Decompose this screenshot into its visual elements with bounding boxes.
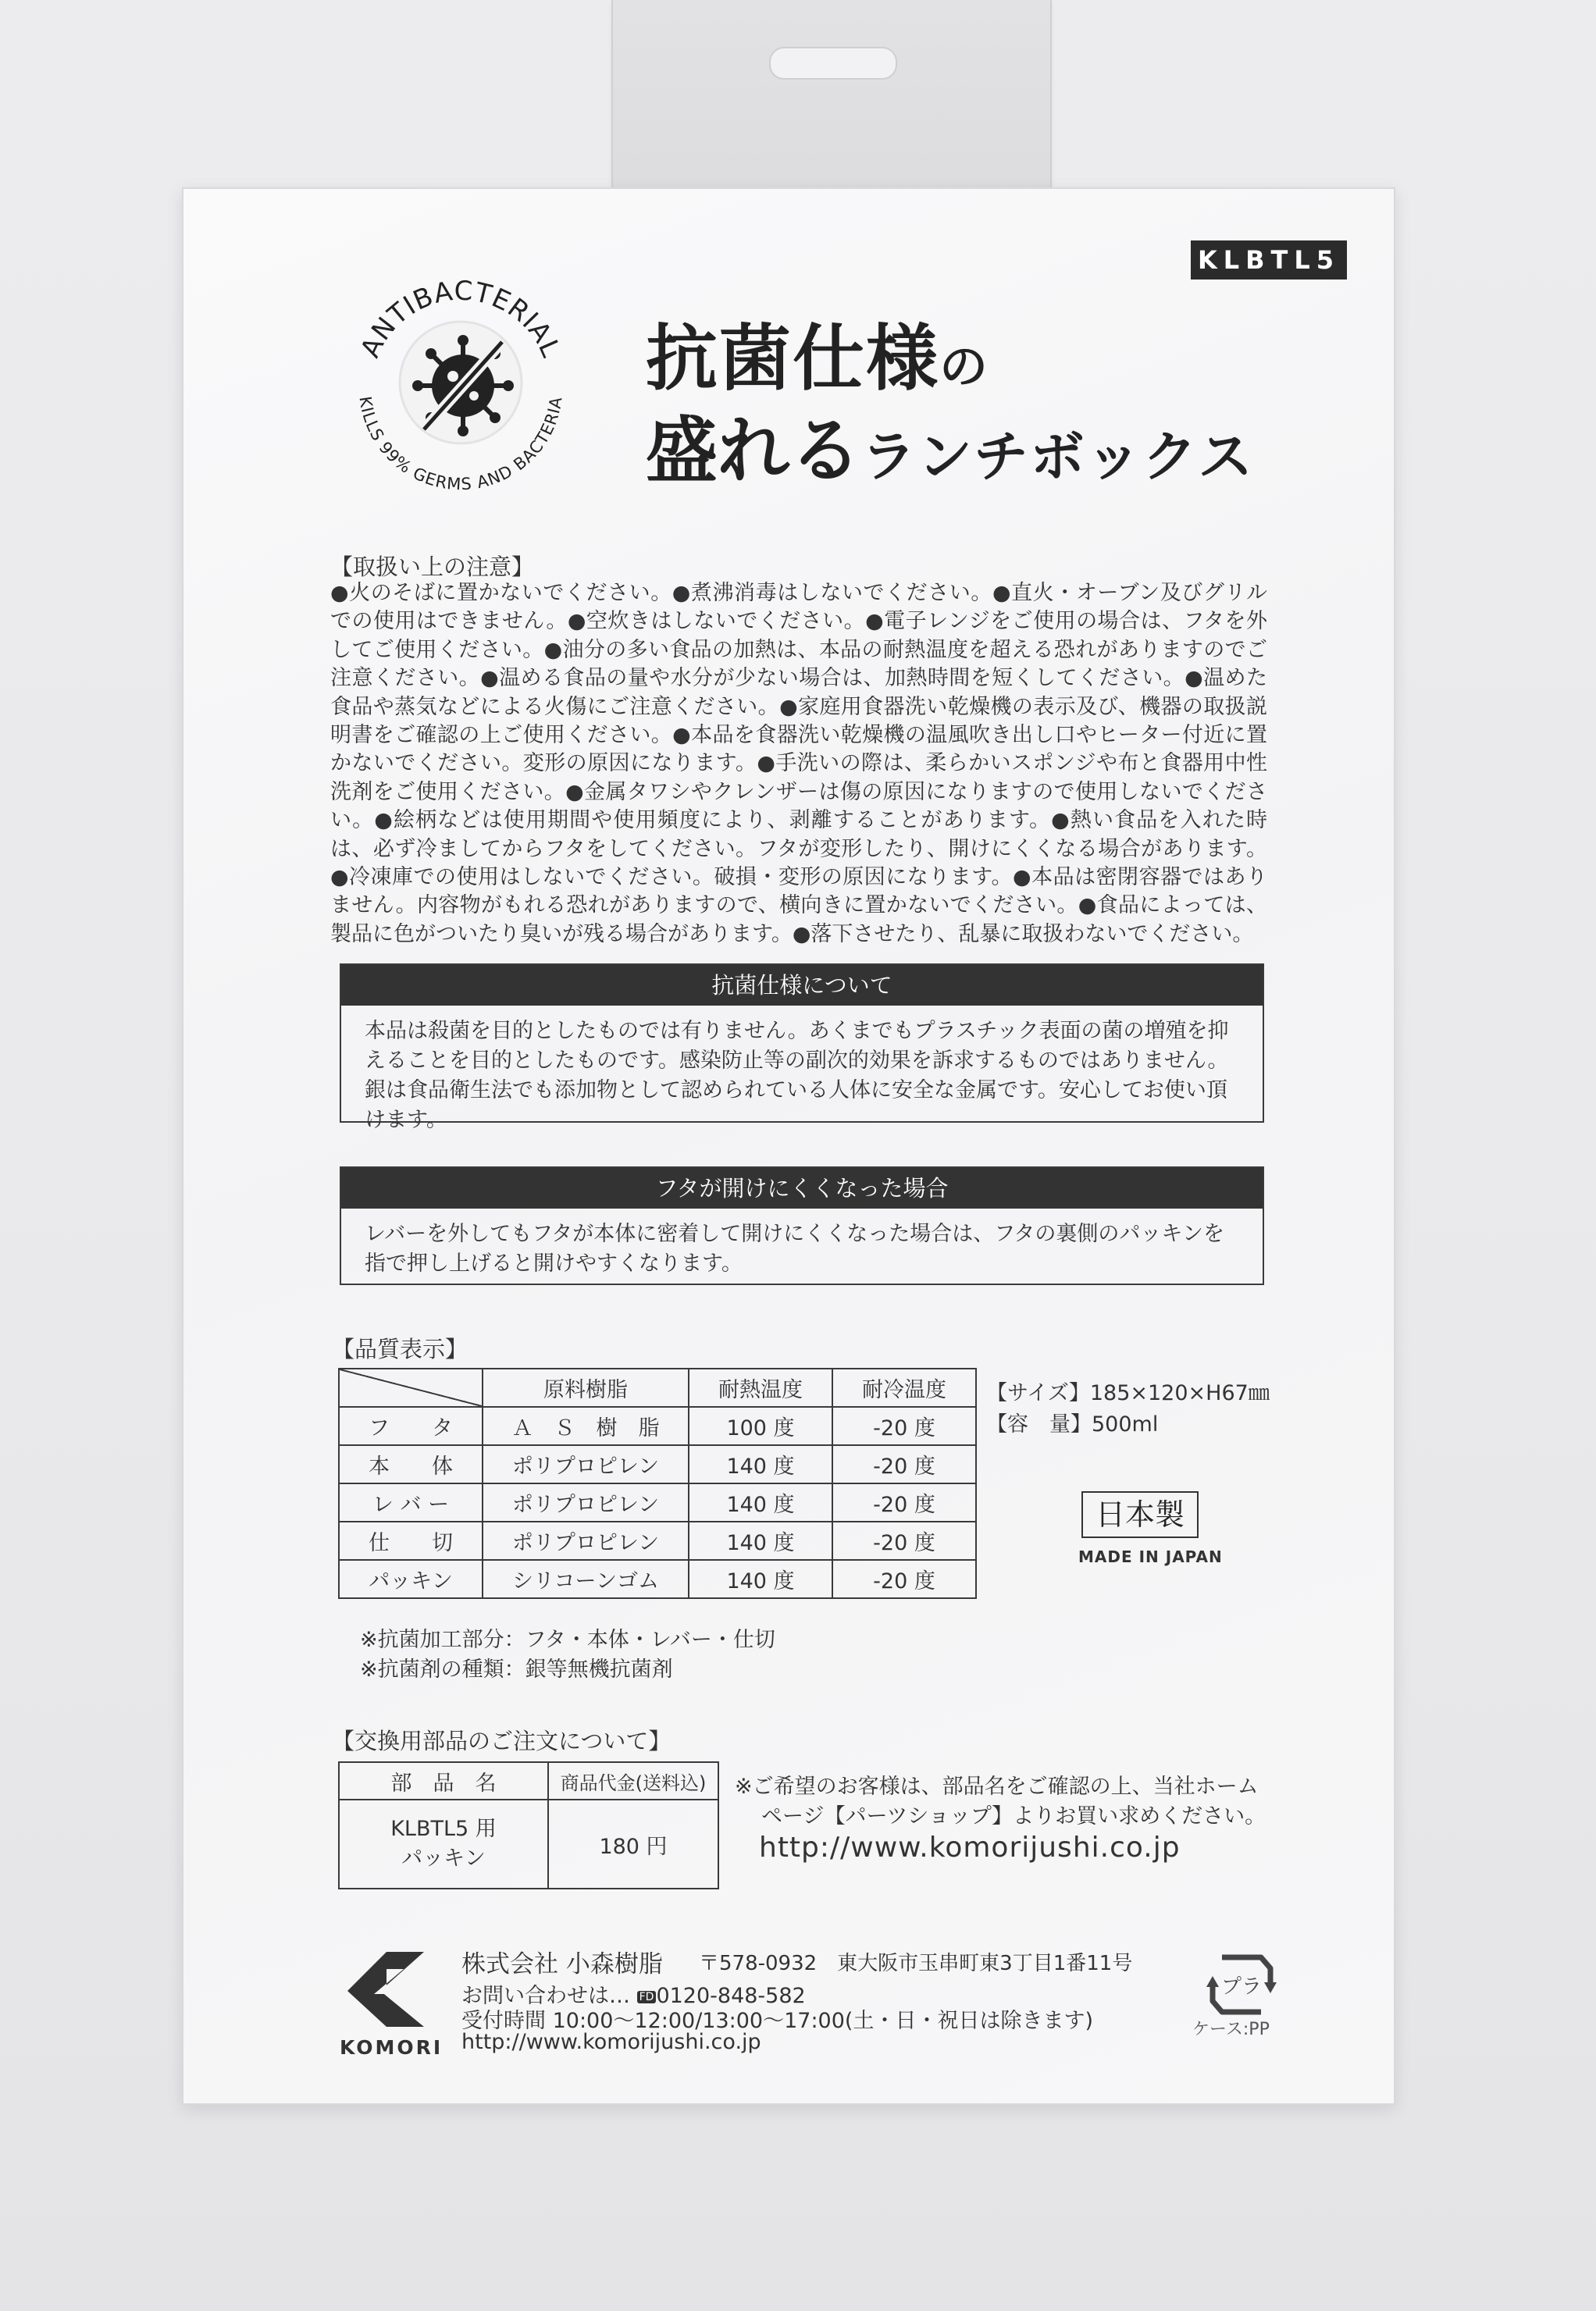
antibacterial-info-box [340,963,1264,1132]
caution-heading: 【取扱い上の注意】 [330,554,535,580]
spec-size: 【サイズ】185×120×H67㎜ [986,1381,1270,1405]
table-row [339,1522,976,1560]
title-particle: の [939,338,990,395]
title-line-2 [646,393,1254,497]
antibacterial-info-heading: 抗菌仕様について [341,965,1263,1006]
part-name: フ タ [339,1407,483,1445]
parts-item-name-line1: KLBTL5 用 [390,1817,497,1841]
recycle-caption: ケース:PP [1192,2020,1270,2039]
title-main-2: 盛れる [646,409,862,493]
free-dial-icon: FD [637,1991,657,2003]
cold-temp: -20 度 [832,1407,976,1445]
heat-temp: 140 度 [689,1560,832,1598]
cold-temp: -20 度 [832,1445,976,1483]
title-main-1: 抗菌仕様 [646,317,940,401]
company-url[interactable]: http://www.komorijushi.co.jp [461,2030,761,2054]
title-line-1 [646,301,989,404]
parts-item-price: 180 円 [548,1800,718,1889]
parts-table [338,1761,719,1889]
col-heat: 耐熱温度 [689,1369,832,1407]
seal-bottom-text: KILLS 99% GERMS AND BACTERIA [355,395,566,493]
quality-note-1: ※抗菌加工部分：フタ・本体・レバー・仕切 [360,1628,775,1652]
package-back [182,187,1395,2105]
lid-info-box [340,1166,1264,1285]
part-name: パッキン [339,1560,483,1598]
quality-heading: 【品質表示】 [332,1336,468,1362]
table-row [339,1483,976,1522]
komori-logo-icon [340,1946,449,2031]
part-name: レ バ ー [339,1483,483,1522]
caution-text: ●火のそばに置かないでください。●煮沸消毒はしないでください。●直火・オーブン及びグリルでの使用はできません。●空炊きはしないでください。●電子レンジをご使用の場合は、フタを外してご使用ください。●油分の多い食品の加熱は、本品の耐熱温度を超える恐れがありますのでご注意ください。●温める食品の量や水分が少ない場合は、加熱時間を短くしてください。●温めた食品や蒸気などによる火傷にご注意ください。●家庭用食器洗い乾燥機の表示及び、機器の取扱説明書をご確認の上ご使用ください。●本品を食器洗い乾燥機の温風吹き出し口やヒーター付近に置かないでください。変形の原因になります。●手洗いの際は、柔らかいスポンジや布と食器用中性洗剤をご使用ください。●金属タワシやクレンザーは傷の原因になりますので使用しないでください。●絵柄などは使用期間や使用頻度により、剥離することがあります。●熱い食品を入れた時は、必ず冷ましてからフタをしてください。フタが変形したり、開けにくくなる場合があります。●冷凍庫での使用はしないでください。破損・変形の原因になります。●本品は密閉容器ではありません。内容物がもれる恐れがありますので、横向きに置かないでください。●食品によっては、製品に色がついたり臭いが残る場合があります。●落下させたり、乱暴に取扱わないでください。 [330,581,1267,946]
company-address: 〒578-0932 東大阪市玉串町東3丁目1番11号 [699,1952,1133,1975]
table-row [339,1560,976,1598]
parts-note-1: ※ご希望のお客様は、部品名をご確認の上、当社ホーム [735,1775,1259,1799]
komori-logo-text: KOMORI [340,2036,444,2059]
cold-temp: -20 度 [832,1522,976,1560]
table-corner [339,1369,483,1407]
parts-col-name: 部 品 名 [339,1762,548,1800]
hang-hole [769,47,897,80]
recycle-mark-text: プラ [1220,1975,1263,1999]
col-cold: 耐冷温度 [832,1369,976,1407]
material: シリコーンゴム [483,1560,689,1598]
material: ポリプロピレン [483,1445,689,1483]
antibacterial-info-text: 本品は殺菌を目的としたものでは有りません。あくまでもプラスチック表面の菌の増殖を抑えることを目的としたものです。感染防止等の副次的効果を訴求するものではありません。銀は食品衛生法でも添加物として認められている人体に安全な金属です。安心してお使い頂けます。 [365,1019,1229,1132]
made-in-japan-box: 日本製 [1081,1491,1199,1538]
table-row [339,1407,976,1445]
quality-note-2: ※抗菌剤の種類：銀等無機抗菌剤 [360,1658,673,1682]
parts-note-2: ページ【パーツショップ】よりお買い求めください。 [761,1804,1266,1829]
company-phone: 0120-848-582 [656,1984,806,2008]
cold-temp: -20 度 [832,1560,976,1598]
plastic-recycle-icon [1199,1942,1284,2028]
company-hours: 受付時間 10:00〜12:00/13:00〜17:00(土・日・祝日は除きます) [461,2009,1093,2033]
material: ポリプロピレン [483,1483,689,1522]
company-name: 株式会社 小森樹脂 [461,1950,663,1978]
spec-capacity: 【容 量】500ml [986,1412,1159,1437]
heat-temp: 140 度 [689,1483,832,1522]
part-name: 仕 切 [339,1522,483,1560]
table-row [339,1445,976,1483]
hang-tab [611,0,1052,201]
lid-info-heading: フタが開けにくくなった場合 [341,1168,1263,1209]
material: Ａ Ｓ 樹 脂 [483,1407,689,1445]
material: ポリプロピレン [483,1522,689,1560]
parts-col-price: 商品代金(送料込) [548,1762,718,1800]
col-material: 原料樹脂 [483,1369,689,1407]
model-code-badge: KLBTL5 [1191,240,1347,280]
quality-table [338,1368,977,1599]
heat-temp: 140 度 [689,1522,832,1560]
parts-heading: 【交換用部品のご注文について】 [332,1728,672,1754]
contact-label: お問い合わせは… [461,1984,630,2008]
antibacterial-seal [340,251,582,493]
parts-url[interactable]: http://www.komorijushi.co.jp [759,1832,1181,1864]
parts-item-name-line2: パッキン [401,1846,486,1871]
heat-temp: 100 度 [689,1407,832,1445]
heat-temp: 140 度 [689,1445,832,1483]
title-rest: ランチボックス [861,425,1255,489]
cold-temp: -20 度 [832,1483,976,1522]
made-in-japan-en: MADE IN JAPAN [1078,1547,1223,1566]
lid-info-text: レバーを外してもフタが本体に密着して開けにくくなった場合は、フタの裏側のパッキンを指で押し上げると開けやすくなります。 [365,1222,1225,1276]
table-row [339,1800,718,1889]
seal-top-text: ANTIBACTERIAL [354,275,567,363]
parts-item-name [339,1800,548,1889]
part-name: 本 体 [339,1445,483,1483]
